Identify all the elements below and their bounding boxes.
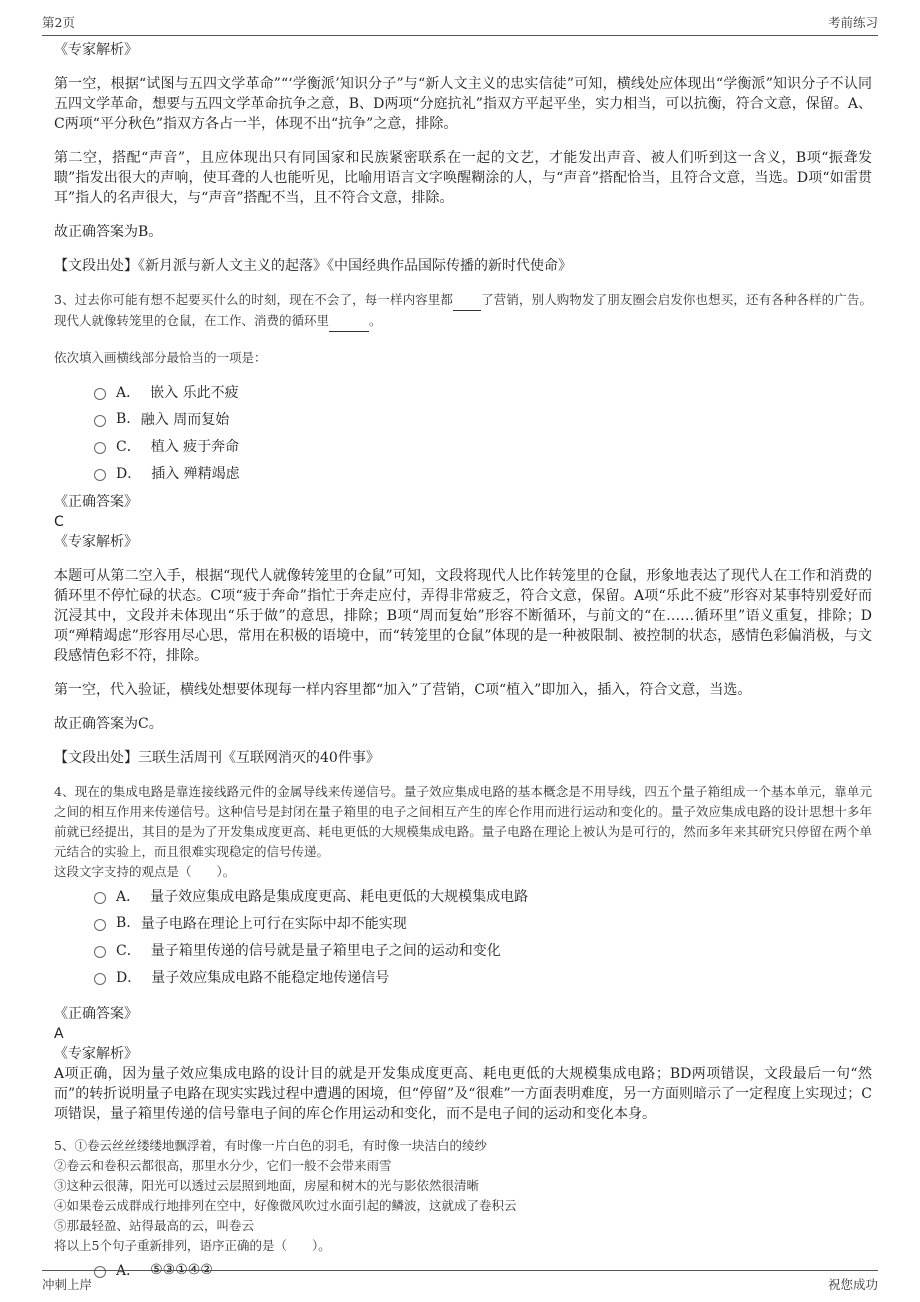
radio-icon[interactable]	[94, 892, 106, 904]
header-title: 考前练习	[827, 15, 878, 30]
option-a[interactable]: A． 量子效应集成电路是集成度更高、耗电更低的大规模集成电路	[94, 882, 872, 909]
page-header	[42, 13, 878, 36]
expert-analysis-label: 《专家解析》	[54, 1046, 138, 1062]
correct-answer-label: 《正确答案》	[54, 1006, 138, 1022]
question-4-text: 4、现在的集成电路是靠连接线路元件的金属导线来传递信号。量子效应集成电路的基本概念是不用导线，四五个量子箱组成一个基本单元，靠单元之间的相互作用来传递信号。这种信号是封闭在量子箱里的电子之间相互产生的库仑作用而进行运动和变化的。量子效应集成电路的设计思想十多年前就已经提出，其目的是为了开发集成度更高、耗电更低的大规模集成电路。量子电路在理论上被认为是可行的，然而多年来其研究只停留在两个单元结合的实验上，而且很难实现稳定的信号传递。	[54, 784, 872, 859]
analysis-paragraph: 第二空，搭配“声音”，且应体现出只有同国家和民族紧密联系在一起的文艺，才能发出声音、被人们听到这一含义，B项“振聋发聩”指发出很大的声响，使耳聋的人也能听见，比喻用语言文字唤醒糊涂的人，与“声音”搭配恰当，且符合文意，当选。D项“如雷贯耳”指人的名声很大，与“声音”搭配不当，且不符合文意，排除。	[54, 150, 872, 206]
radio-icon[interactable]	[94, 442, 106, 454]
option-b[interactable]: B. 融入 周而复始	[94, 405, 872, 432]
analysis-paragraph: 本题可从第二空入手，根据“现代人就像转笼里的仓鼠”可知，文段将现代人比作转笼里的仓鼠，形象地表达了现代人在工作和消费的循环里不停忙碌的状态。C项“疲于奔命”指忙于奔走应付，弄得非常疲乏，符合文意，保留。A项“乐此不疲”形容对某事特别爱好而沉浸其中，文段并未体现出“乐于做”的意思，排除；B项“周而复始”形容不断循环，与前文的“在……循环里”语义重复，排除；D项“殚精竭虑”形容用尽心思，常用在积极的语境中，而“转笼里的仓鼠”体现的是一种被限制、被控制的状态，感情色彩偏消极，与文段感情色彩不符，排除。	[54, 568, 872, 664]
radio-icon[interactable]	[94, 973, 106, 985]
footer-right: 祝您成功	[827, 1277, 878, 1292]
correct-answer-label: 《正确答案》	[54, 494, 138, 510]
radio-icon[interactable]	[94, 919, 106, 931]
option-d[interactable]: D． 插入 殚精竭虑	[94, 459, 872, 486]
radio-icon[interactable]	[94, 946, 106, 958]
page-content	[54, 40, 872, 1283]
question-prompt: 这段文字支持的观点是（ ）。	[54, 864, 236, 879]
question-3-text: 3、过去你可能有想不起要买什么的时刻，现在不会了，每一样内容里都 了营销，别人购物发了朋友圈会启发你也想买，还有各种各样的广告。现代人就像转笼里的仓鼠，在工作、消费的循环里 。	[54, 290, 872, 332]
question-prompt: 将以上5个句子重新排列，语序正确的是（ ）。	[54, 1238, 331, 1253]
option-a[interactable]: A． ⑤③①④②	[94, 1256, 872, 1283]
expert-analysis-label: 《专家解析》	[54, 534, 138, 550]
radio-icon[interactable]	[94, 388, 106, 400]
source-note: 【文段出处】三联生活周刊《互联网消灭的40件事》	[54, 750, 380, 766]
radio-icon[interactable]	[94, 469, 106, 481]
analysis-paragraph: 第一空，代入验证，横线处想要体现每一样内容里都“加入”了营销，C项“植入”即加入，插入，符合文意，当选。	[54, 682, 752, 698]
answer-conclusion: 故正确答案为B。	[54, 224, 163, 240]
question-prompt: 依次填入画横线部分最恰当的一项是：	[54, 350, 267, 365]
analysis-paragraph: A项正确，因为量子效应集成电路的设计目的就是开发集成度更高、耗电更低的大规模集成电路；BD两项错误，文段最后一句“然而”的转折说明量子电路在现实实践过程中遭遇的困境，但“停留”及“很难”一方面表明难度，另一方面则暗示了一定程度上实现过；C项错误，量子箱里传递的信号靠电子间的库仑作用运动和变化，而不是电子间的运动和变化本身。	[54, 1066, 872, 1122]
page-footer	[42, 1270, 878, 1293]
footer-left: 冲刺上岸	[42, 1277, 93, 1292]
radio-icon[interactable]	[94, 415, 106, 427]
option-c[interactable]: C． 量子箱里传递的信号就是量子箱里电子之间的运动和变化	[94, 936, 872, 963]
option-d[interactable]: D． 量子效应集成电路不能稳定地传递信号	[94, 963, 872, 990]
option-c[interactable]: C． 植入 疲于奔命	[94, 432, 872, 459]
option-a[interactable]: A． 嵌入 乐此不疲	[94, 378, 872, 405]
correct-answer: C	[54, 514, 64, 530]
expert-analysis-label: 《专家解析》	[54, 42, 138, 58]
question-5-text: 5、①卷云丝丝缕缕地飘浮着，有时像一片白色的羽毛，有时像一块洁白的绫纱 ②卷云和卷积云都很高，那里水分少，它们一般不会带来雨雪 ③这种云很薄，阳光可以透过云层照到地面，房屋和树木的光与影依然很清晰 ④如果卷云成群成行地排列在空中，好像微风吹过水面引起的鳞波，这就成了卷积云 ⑤那最轻盈、站得最高的云，叫卷云 将以上5个句子重新排列，语序正确的是（ ）。	[54, 1136, 872, 1256]
analysis-paragraph: 第一空，根据“试图与五四文学革命”“‘学衡派’知识分子”与“新人文主义的忠实信徒”可知，横线处应体现出“学衡派”知识分子不认同五四文学革命，想要与五四文学革命抗争之意，B、D两项“分庭抗礼”指双方平起平坐，实力相当，可以抗衡，符合文意，保留。A、C两项“平分秋色”指双方各占一半，体现不出“抗争”之意，排除。	[54, 76, 872, 132]
correct-answer: A	[54, 1026, 64, 1042]
source-note: 【文段出处】《新月派与新人文主义的起落》《中国经典作品国际传播的新时代使命》	[54, 258, 572, 274]
page-number: 第2页	[42, 15, 75, 30]
answer-conclusion: 故正确答案为C。	[54, 716, 163, 732]
option-b[interactable]: B. 量子电路在理论上可行在实际中却不能实现	[94, 909, 872, 936]
